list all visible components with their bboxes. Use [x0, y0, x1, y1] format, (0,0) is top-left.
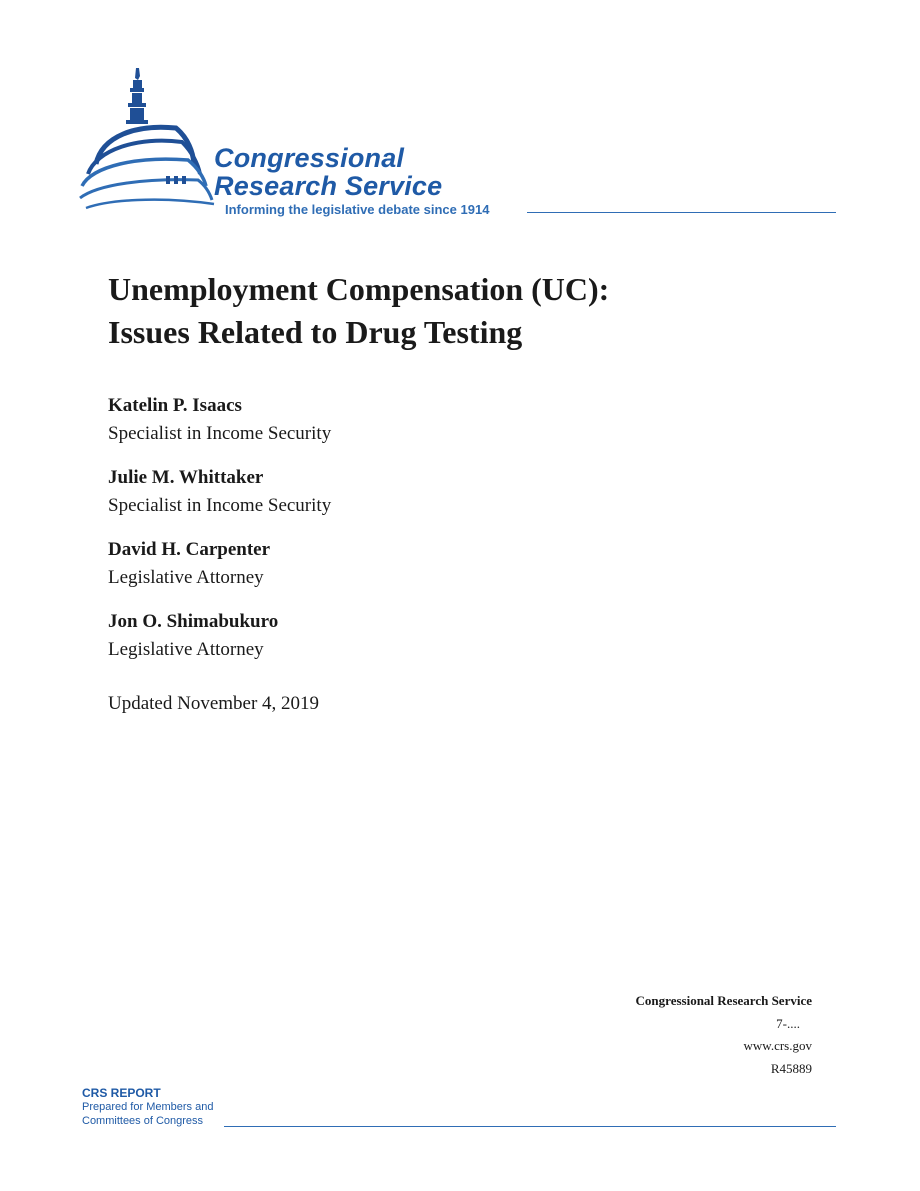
author-entry [108, 608, 608, 664]
crs-wordmark-line1: Congressional [214, 143, 405, 173]
author-list [108, 392, 608, 680]
footer-line2: Committees of Congress [82, 1115, 204, 1127]
author-entry [108, 464, 608, 520]
crs-tagline: Informing the legislative debate since 1914 [225, 202, 490, 217]
footer-label: CRS REPORT [82, 1086, 161, 1100]
author-role: Legislative Attorney [108, 567, 264, 588]
report-title-line1: Unemployment Compensation (UC): [108, 271, 610, 307]
report-number: R45889 [770, 1060, 812, 1076]
author-entry [108, 536, 608, 592]
crs-logo [78, 66, 838, 226]
author-role: Specialist in Income Security [108, 423, 332, 444]
crs-phone: 7-.... [776, 1015, 800, 1031]
report-title-line2: Issues Related to Drug Testing [108, 314, 523, 350]
author-role: Legislative Attorney [108, 639, 264, 660]
footer-divider [224, 1126, 836, 1127]
crs-wordmark [214, 144, 442, 200]
author-name: Katelin P. Isaacs [108, 395, 242, 416]
crs-wordmark-line2: Research Service [214, 171, 443, 201]
capitol-dome-icon [78, 66, 228, 218]
crs-report-footer [82, 1086, 838, 1128]
author-name: David H. Carpenter [108, 539, 271, 560]
author-role: Specialist in Income Security [108, 495, 332, 516]
crs-website-link[interactable]: www.crs.gov [743, 1038, 812, 1053]
author-entry [108, 392, 608, 448]
footer-line1: Prepared for Members and [82, 1101, 214, 1113]
updated-date: Updated November 4, 2019 [108, 693, 320, 714]
logo-divider [527, 212, 836, 213]
crs-org-name: Congressional Research Service [635, 993, 812, 1008]
author-name: Julie M. Whittaker [108, 467, 264, 488]
crs-contact-block [636, 990, 812, 1080]
author-name: Jon O. Shimabukuro [108, 611, 279, 632]
report-title [108, 268, 609, 354]
